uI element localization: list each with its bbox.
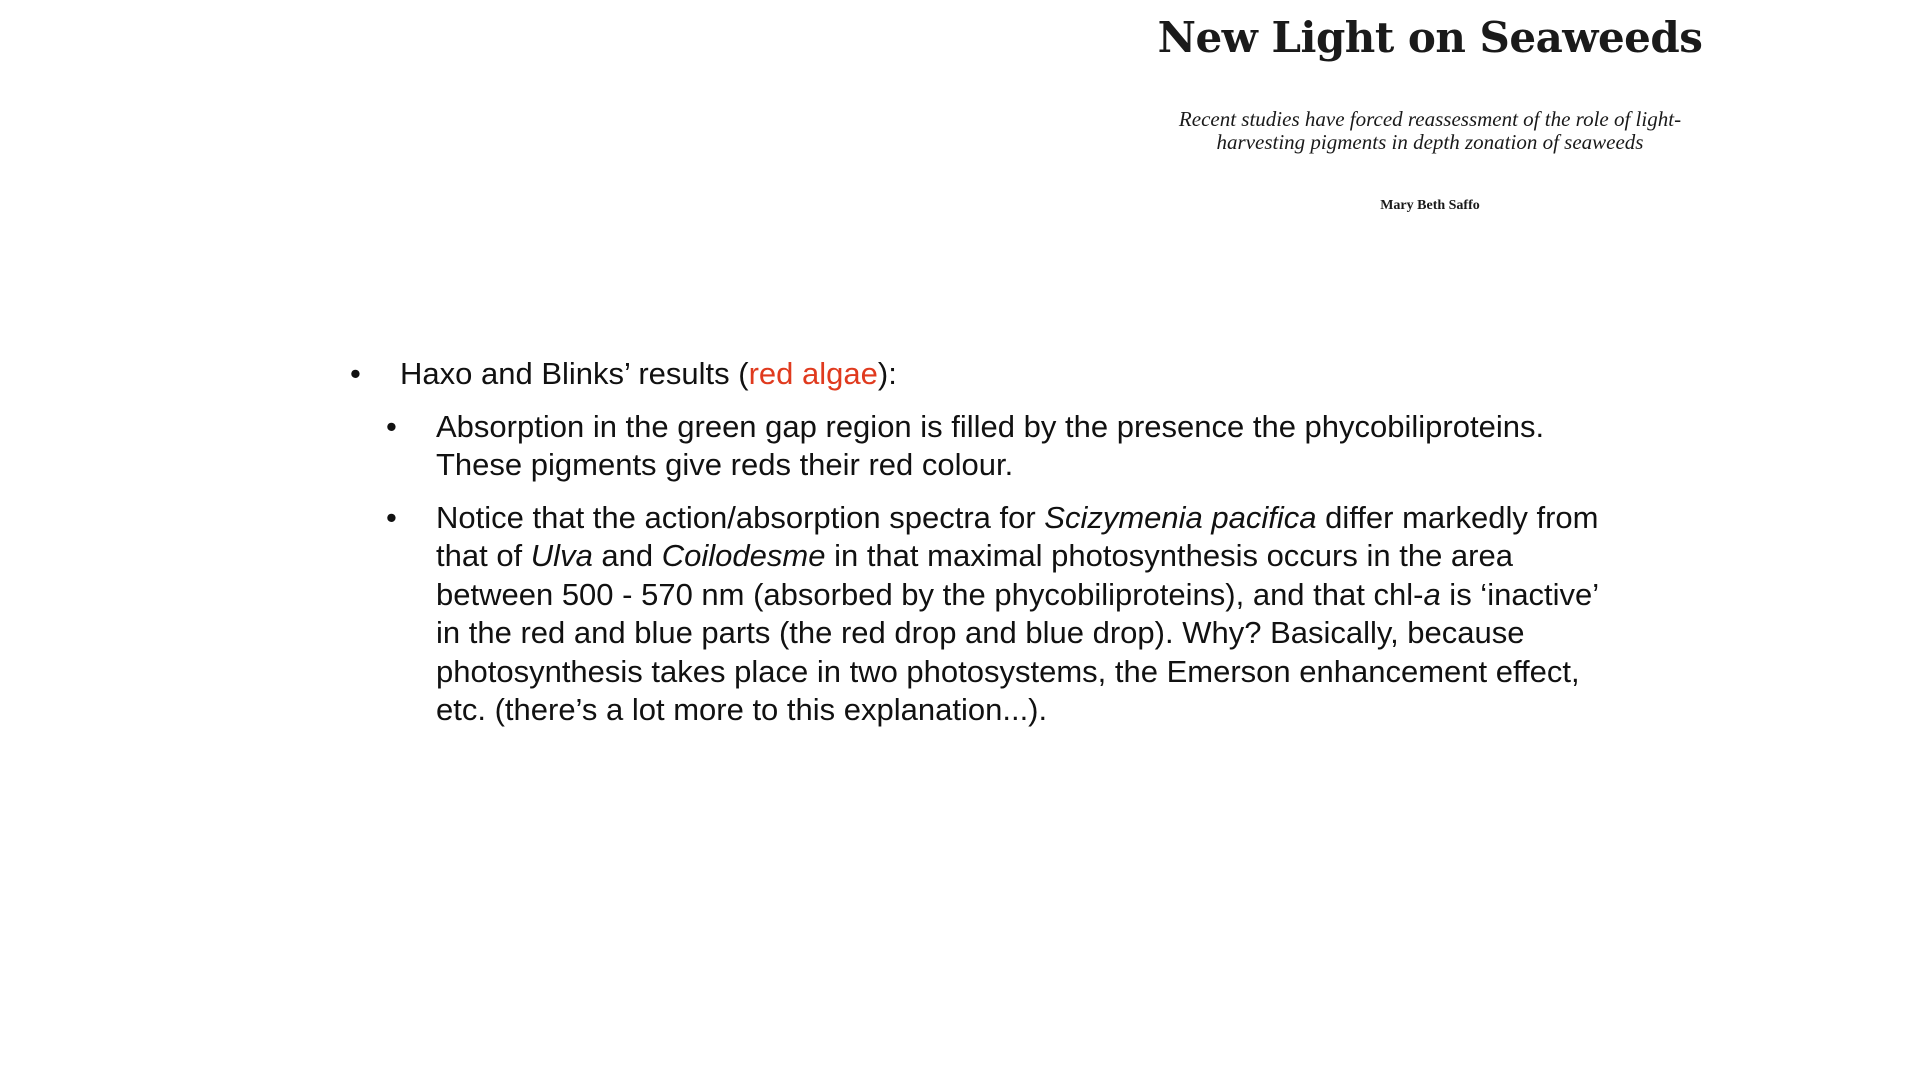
bullet-marker: • bbox=[386, 499, 397, 535]
text-segment: in that maximal photosynthesis occurs in the area between 500 - 570 nm (absorbed by the phycobiliproteins), and that chl- bbox=[436, 538, 1513, 612]
paper-header bbox=[1080, 0, 1780, 214]
text-segment: is ‘inactive’ in the red and blue parts (the red drop and blue drop). Why? Basically, because photosynthesis takes place in two photosystems, the Emerson enhancement effect, etc. (there’s a lot more to this explanation...). bbox=[436, 576, 1599, 727]
paper-subtitle: Recent studies have forced reassessment of the role of light-harvesting pigments in depth zonation of seaweeds bbox=[1178, 107, 1682, 154]
species-scizymenia: Scizymenia pacifica bbox=[1044, 499, 1317, 535]
slide-body bbox=[350, 355, 1650, 730]
text-segment: Notice that the action/absorption spectra for bbox=[436, 499, 1045, 535]
bullet-main-text-before: Haxo and Blinks’ results ( bbox=[400, 356, 749, 391]
bullet-main bbox=[350, 355, 1650, 394]
text-segment: and bbox=[592, 538, 662, 573]
bullet-sub-action-spectra-text bbox=[436, 499, 1616, 730]
chl-suffix: a bbox=[1423, 576, 1441, 612]
text-segment: differ markedly from that of bbox=[436, 499, 1599, 573]
bullet-marker: • bbox=[386, 408, 397, 444]
bullet-main-text bbox=[400, 355, 1650, 394]
red-algae-highlight: red algae bbox=[748, 356, 878, 391]
bullet-sub-action-spectra bbox=[386, 499, 1616, 730]
bullet-sub-absorption bbox=[386, 408, 1616, 485]
paper-title: New Light on Seaweeds bbox=[1157, 13, 1703, 62]
bullet-main-text-after: ): bbox=[877, 356, 897, 391]
species-coilodesme: Coilodesme bbox=[661, 538, 826, 573]
bullet-sub-absorption-text: Absorption in the green gap region is filled by the presence the phycobiliproteins. These pigments give reds their red colour. bbox=[436, 408, 1545, 482]
species-ulva: Ulva bbox=[530, 538, 593, 573]
bullet-marker: • bbox=[350, 356, 361, 391]
paper-author: Mary Beth Saffo bbox=[1380, 198, 1480, 213]
